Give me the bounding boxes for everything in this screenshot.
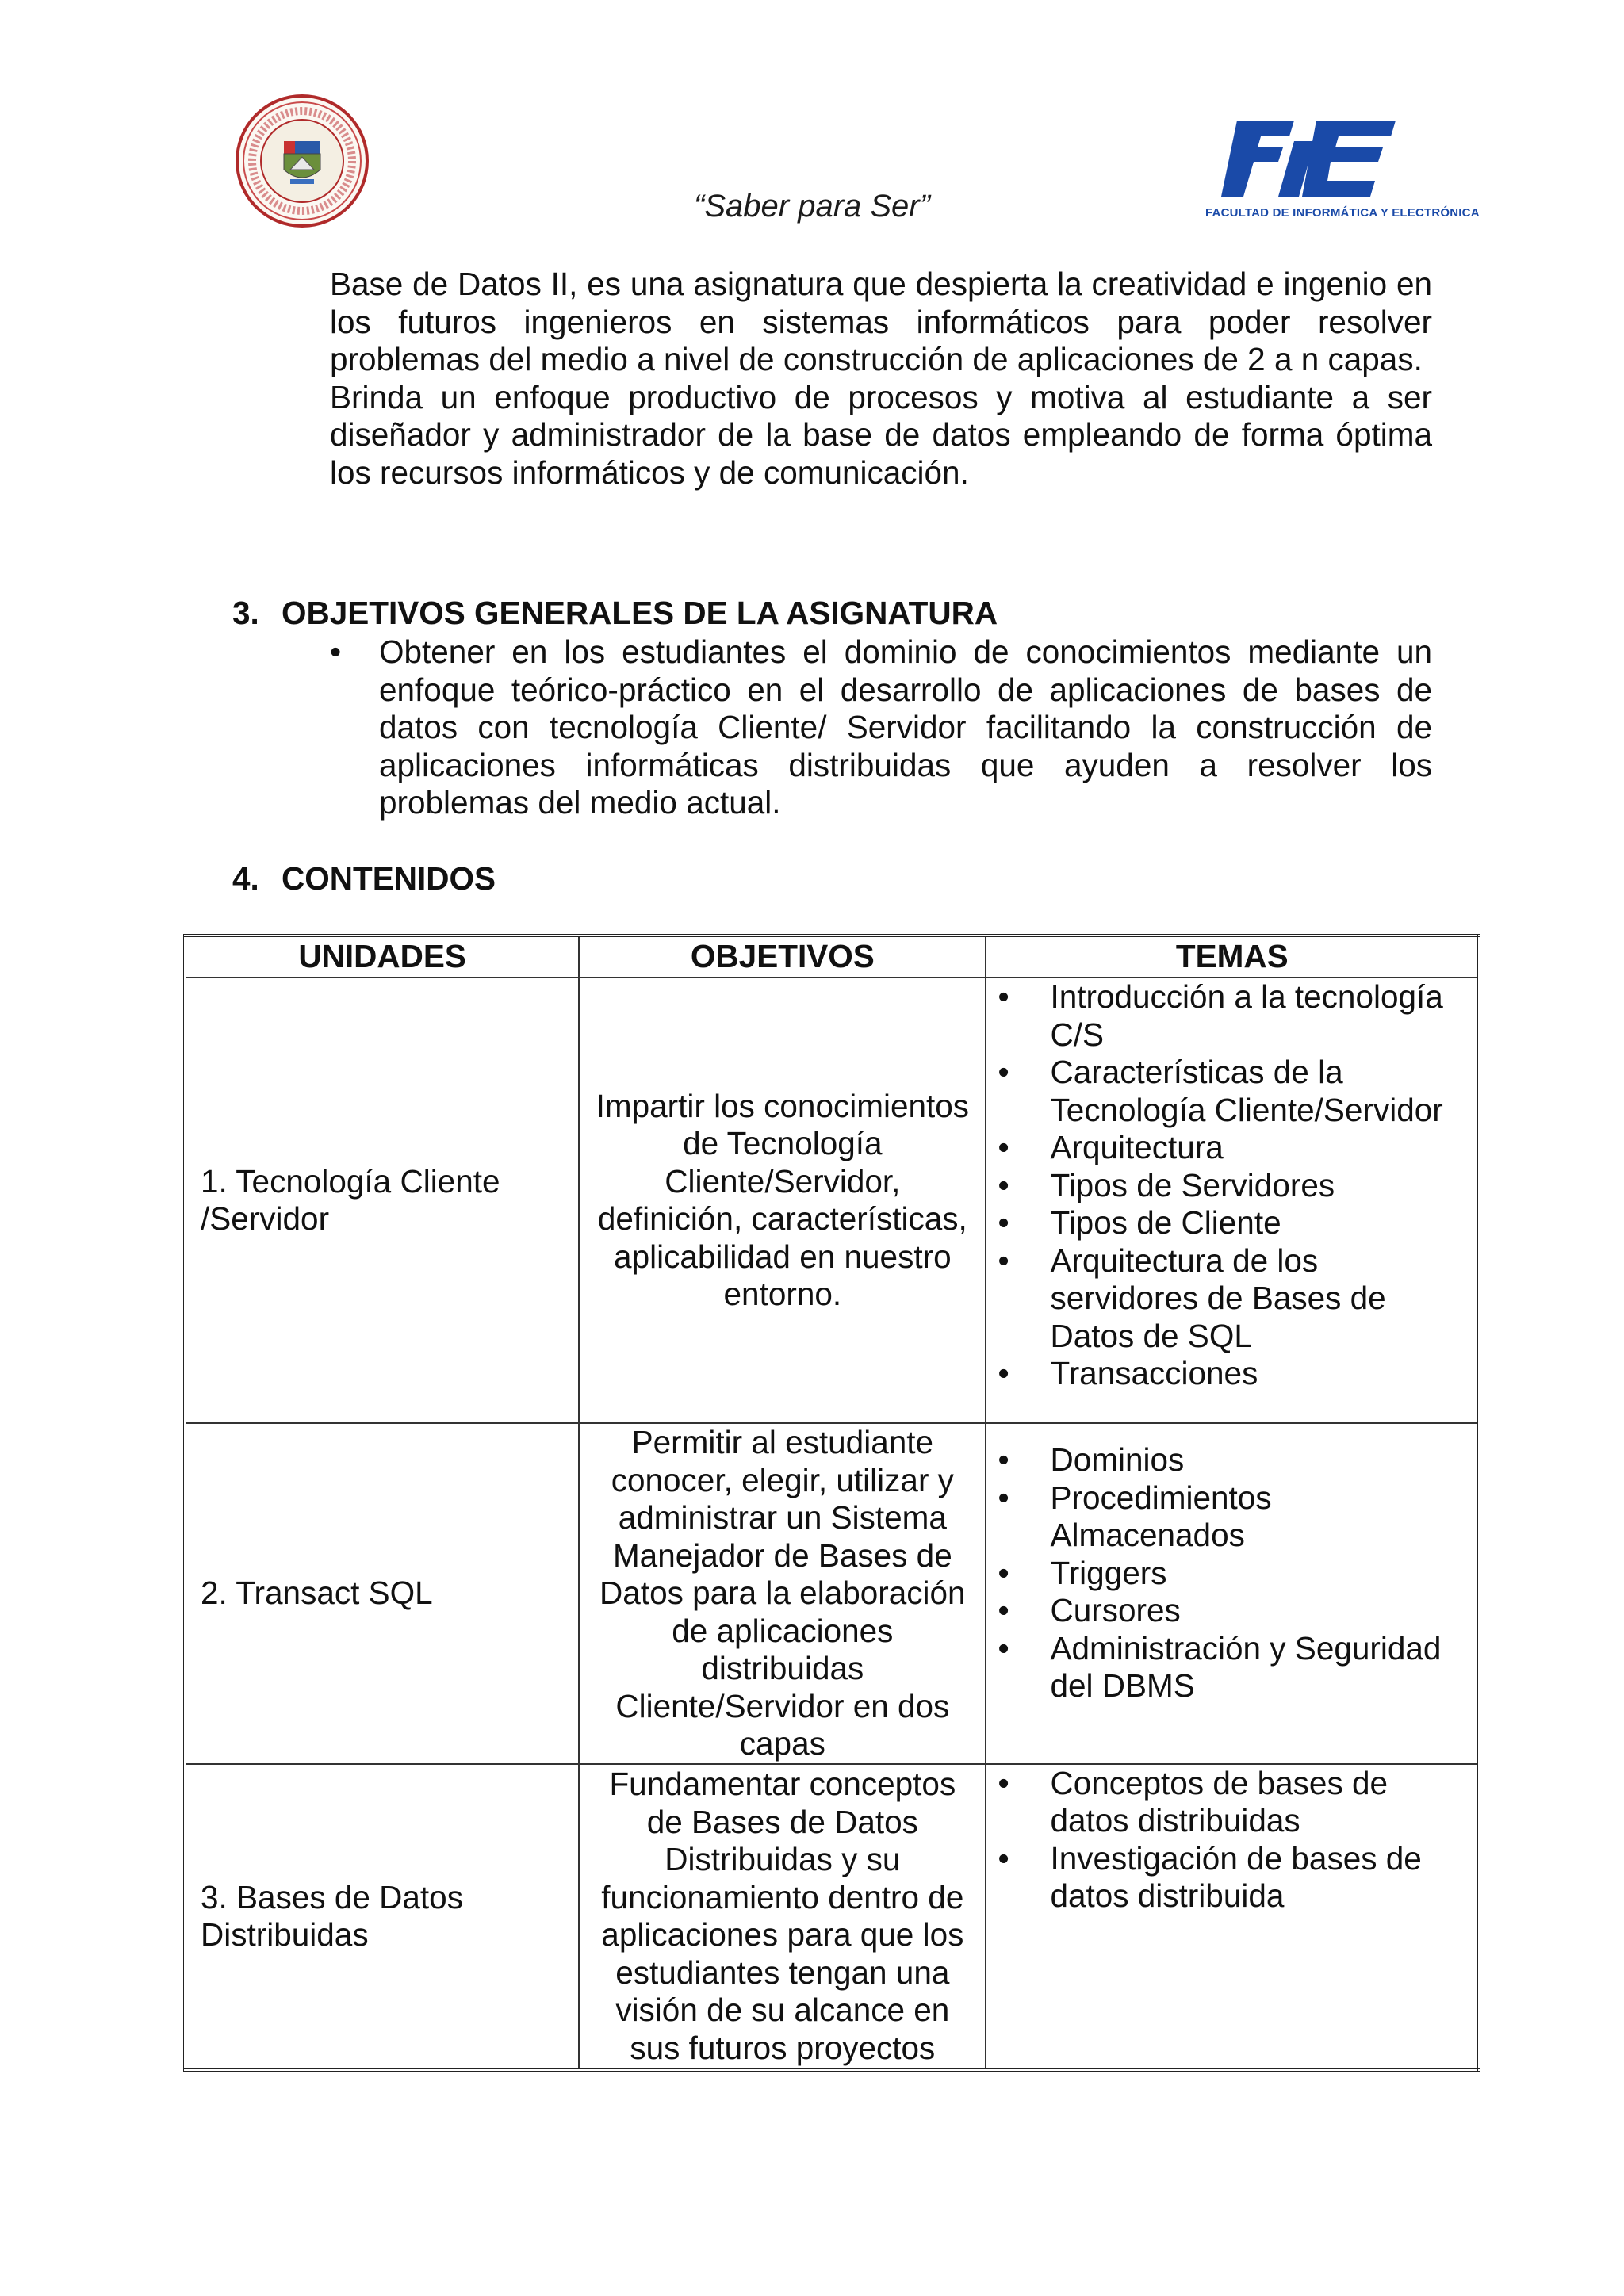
list-item	[986, 1441, 1469, 1479]
topics-list	[986, 1424, 1469, 1705]
header-objetivos: OBJETIVOS	[579, 936, 986, 978]
bullet-icon: •	[998, 1242, 1009, 1279]
objective-cell: Impartir los conocimientos de Tecnología Cliente/Servidor, definición, características, aplicabilidad en nuestro entorno.	[579, 978, 986, 1423]
bullet-icon: •	[998, 1054, 1009, 1090]
topic-text: Procedimientos Almacenados	[1050, 1479, 1272, 1553]
list-item	[986, 1355, 1469, 1393]
fie-logo-icon	[1205, 117, 1480, 220]
intro-text	[330, 266, 1432, 492]
list-item	[330, 633, 1432, 822]
section-3-number: 3.	[232, 595, 259, 631]
topic-text: Conceptos de bases de datos distribuidas	[1050, 1764, 1388, 1839]
page-header	[0, 0, 1624, 246]
bullet-icon: •	[998, 1592, 1009, 1628]
list-item	[986, 1242, 1469, 1356]
bullet-icon: •	[998, 1355, 1009, 1391]
objective-cell: Fundamentar conceptos de Bases de Datos Distribuidas y su funcionamiento dentro de aplicaciones para que los estudiantes tengan una visión de su alcance en sus futuros proyectos	[579, 1764, 986, 2070]
bullet-icon: •	[998, 1479, 1009, 1516]
bullet-icon: •	[998, 1166, 1009, 1203]
topic-text: Dominios	[1050, 1441, 1185, 1478]
topic-text: Investigación de bases de datos distribuida	[1050, 1839, 1422, 1914]
bullet-icon: •	[998, 1839, 1009, 1877]
section-4-number: 4.	[232, 860, 259, 897]
section-3-title: OBJETIVOS GENERALES DE LA ASIGNATURA	[282, 595, 998, 631]
section-4-heading	[232, 859, 496, 897]
list-item	[986, 1204, 1469, 1242]
bullet-icon: •	[998, 1554, 1009, 1591]
topics-list	[986, 1765, 1469, 1915]
topic-text: Transacciones	[1050, 1355, 1258, 1391]
table-row	[185, 978, 1479, 1423]
list-item	[986, 1630, 1469, 1705]
general-objectives-list	[330, 633, 1432, 822]
table-row	[185, 1764, 1479, 2070]
bullet-icon: •	[998, 978, 1009, 1015]
header-temas: TEMAS	[986, 936, 1479, 978]
fie-caption: FACULTAD DE INFORMÁTICA Y ELECTRÓNICA	[1205, 206, 1480, 220]
bullet-icon: •	[998, 1204, 1009, 1241]
topic-text: Características de la Tecnología Cliente/Servidor	[1050, 1054, 1443, 1128]
table-header-row	[185, 936, 1479, 978]
topics-cell	[986, 978, 1479, 1423]
section-4-title: CONTENIDOS	[282, 860, 496, 897]
contents-table	[183, 934, 1480, 2072]
fie-logo-graphic	[1205, 117, 1411, 203]
unit-cell: 3. Bases de Datos Distribuidas	[185, 1764, 579, 2070]
unit-cell: 2. Transact SQL	[185, 1423, 579, 1764]
list-item	[986, 1479, 1469, 1555]
bullet-icon: •	[330, 633, 342, 670]
topic-text: Tipos de Servidores	[1050, 1166, 1335, 1203]
list-item	[986, 1840, 1469, 1915]
table-row	[185, 1423, 1479, 1764]
intro-paragraph-1: Base de Datos II, es una asignatura que despierta la creatividad e ingenio en los futuros ingenieros en sistemas informáticos para poder resolver problemas del medio a nivel de construcción de aplicaciones de 2 a n capas.	[330, 266, 1432, 377]
list-item	[986, 978, 1469, 1054]
topic-text: Cursores	[1050, 1592, 1181, 1628]
topics-cell	[986, 1764, 1479, 2070]
topics-list	[986, 978, 1469, 1393]
list-item	[986, 1592, 1469, 1630]
intro-paragraph-2: Brinda un enfoque productivo de procesos y motiva al estudiante a ser diseñador y administrador de la base de datos empleando de forma óptima los recursos informáticos y de comunicación.	[330, 378, 1432, 491]
topic-text: Tipos de Cliente	[1050, 1204, 1281, 1241]
list-item	[986, 1129, 1469, 1167]
section-3-heading	[232, 594, 998, 632]
bullet-icon: •	[998, 1129, 1009, 1165]
bullet-icon: •	[998, 1629, 1009, 1667]
list-item	[986, 1765, 1469, 1840]
header-motto: “Saber para Ser”	[694, 189, 930, 224]
unit-cell: 1. Tecnología Cliente /Servidor	[185, 978, 579, 1423]
topics-cell	[986, 1423, 1479, 1764]
bullet-icon: •	[998, 1764, 1009, 1801]
objective-cell: Permitir al estudiante conocer, elegir, utilizar y administrar un Sistema Manejador de Bases de Datos para la elaboración de aplicaciones distribuidas Cliente/Servidor en dos capas	[579, 1423, 986, 1764]
topic-text: Arquitectura	[1050, 1129, 1224, 1165]
objective-text: Obtener en los estudiantes el dominio de conocimientos mediante un enfoque teórico-práctico en el desarrollo de aplicaciones de bases de datos con tecnología Cliente/ Servidor facilitando la construcción de aplicaciones informáticas distribuidas que ayuden a resolver los problemas del medio actual.	[379, 633, 1432, 821]
list-item	[986, 1054, 1469, 1129]
topic-text: Arquitectura de los servidores de Bases de Datos de SQL	[1050, 1242, 1386, 1354]
list-item	[986, 1167, 1469, 1205]
list-item	[986, 1555, 1469, 1593]
topic-text: Triggers	[1050, 1554, 1167, 1591]
bullet-icon: •	[998, 1441, 1009, 1478]
header-unidades: UNIDADES	[185, 936, 579, 978]
topic-text: Administración y Seguridad del DBMS	[1050, 1629, 1442, 1704]
topic-text: Introducción a la tecnología C/S	[1050, 978, 1443, 1053]
